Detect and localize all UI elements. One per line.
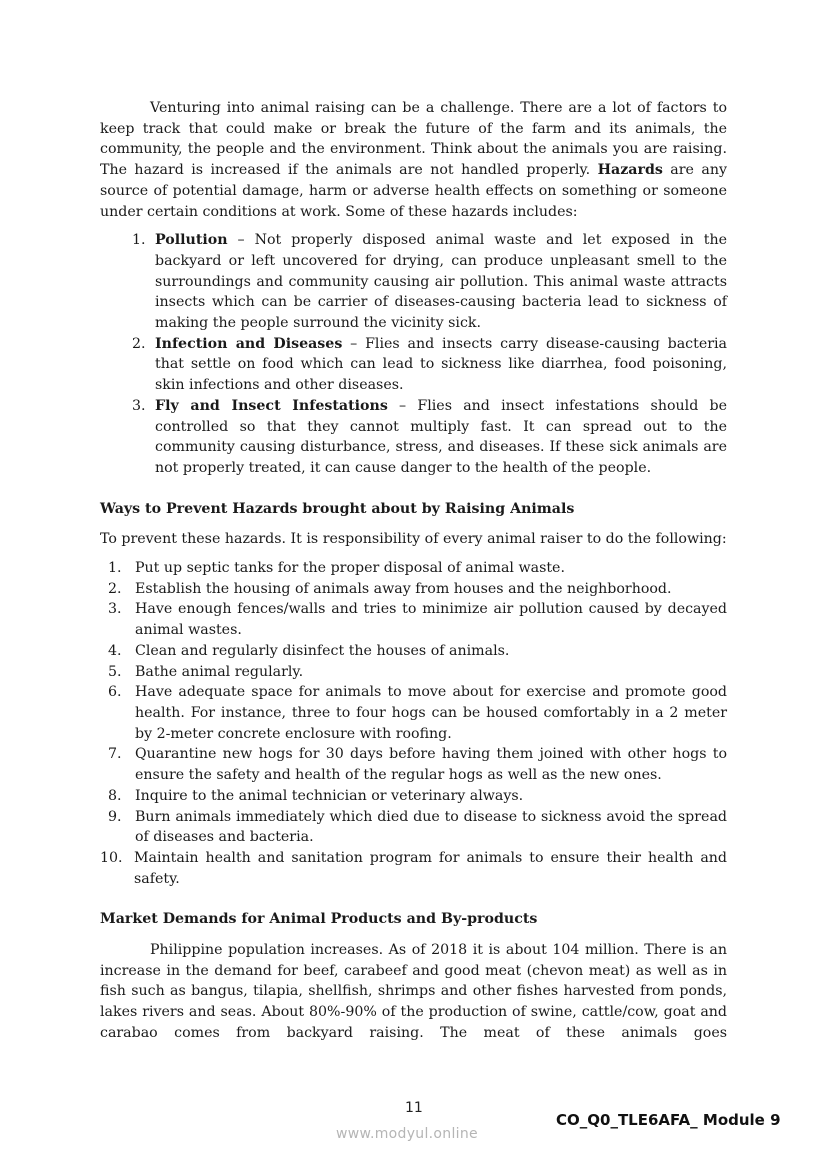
list-item: 2. Establish the housing of animals away from houses and the neighborhood.	[108, 580, 672, 597]
page-number: 11	[405, 1100, 423, 1116]
intro-paragraph: Venturing into animal raising can be a challenge. There are a lot of factors to keep track that could make or break the future of the farm and its animals, the community, the people and the environment. Think about the animals you are raising. The hazard is increased if the animals are not handled properly. Hazards are any source of potential damage, harm or adverse health effects on something or someone under certain conditions at work. Some of these hazards includes:	[100, 100, 727, 220]
list-item: 3. Fly and Insect Infestations – Flies and insect infestations should be controlled so that they cannot multiply fast. It can spread out to the community causing disturbance, stress, and diseases. If these sick animals are not properly treated, it can cause danger to the health of the people.	[132, 397, 727, 476]
prevention-list	[100, 558, 727, 889]
hazards-term: Hazards	[597, 162, 663, 179]
list-item: 5. Bathe animal regularly.	[108, 663, 304, 680]
list-item: 1. Pollution – Not properly disposed animal waste and let exposed in the backyard or left uncovered for drying, can produce unpleasant smell to the surroundings and community causing air pollution. This animal waste attracts insects which can be carrier of diseases-causing bacteria lead to sickness of making the people surround the vicinity sick.	[132, 232, 727, 332]
list-item: 7. Quarantine new hogs for 30 days before having them joined with other hogs to ensure the safety and health of the regular hogs as well as the new ones.	[108, 746, 727, 784]
list-item: 4. Clean and regularly disinfect the houses of animals.	[108, 642, 510, 659]
list-item: 10. Maintain health and sanitation program for animals to ensure their health and safety.	[100, 849, 727, 887]
website-watermark: www.modyul.online	[336, 1126, 478, 1142]
document-page	[100, 98, 727, 1044]
section-heading-market: Market Demands for Animal Products and By-products	[100, 911, 538, 928]
section-heading-prevent: Ways to Prevent Hazards brought about by Raising Animals	[100, 500, 575, 517]
list-item: 6. Have adequate space for animals to move about for exercise and promote good health. For instance, three to four hogs can be housed comfortably in a 2 meter by 2-meter concrete enclosure with roofing.	[108, 684, 727, 742]
hazards-list	[100, 230, 727, 478]
list-item: 8. Inquire to the animal technician or veterinary always.	[108, 787, 524, 804]
list-item: 3. Have enough fences/walls and tries to minimize air pollution caused by decayed animal wastes.	[108, 601, 727, 639]
list-item: 1. Put up septic tanks for the proper disposal of animal waste.	[108, 560, 565, 577]
prevent-lead: To prevent these hazards. It is responsibility of every animal raiser to do the following:	[100, 531, 727, 548]
list-item: 2. Infection and Diseases – Flies and insects carry disease-causing bacteria that settle on food which can lead to sickness like diarrhea, food poisoning, skin infections and other diseases.	[132, 335, 727, 394]
market-paragraph: Philippine population increases. As of 2018 it is about 104 million. There is an increase in the demand for beef, carabeef and good meat (chevon meat) as well as in fish such as bangus, tilapia, shellfish, shrimps and other fishes harvested from ponds, lakes rivers and seas. About 80%-90% of the production of swine, cattle/cow, goat and carabao comes from backyard raising. The meat of these animals goes	[100, 942, 727, 1041]
list-item: 9. Burn animals immediately which died due to disease to sickness avoid the spread of diseases and bacteria.	[108, 808, 727, 846]
module-code: CO_Q0_TLE6AFA_ Module 9	[556, 1111, 781, 1129]
